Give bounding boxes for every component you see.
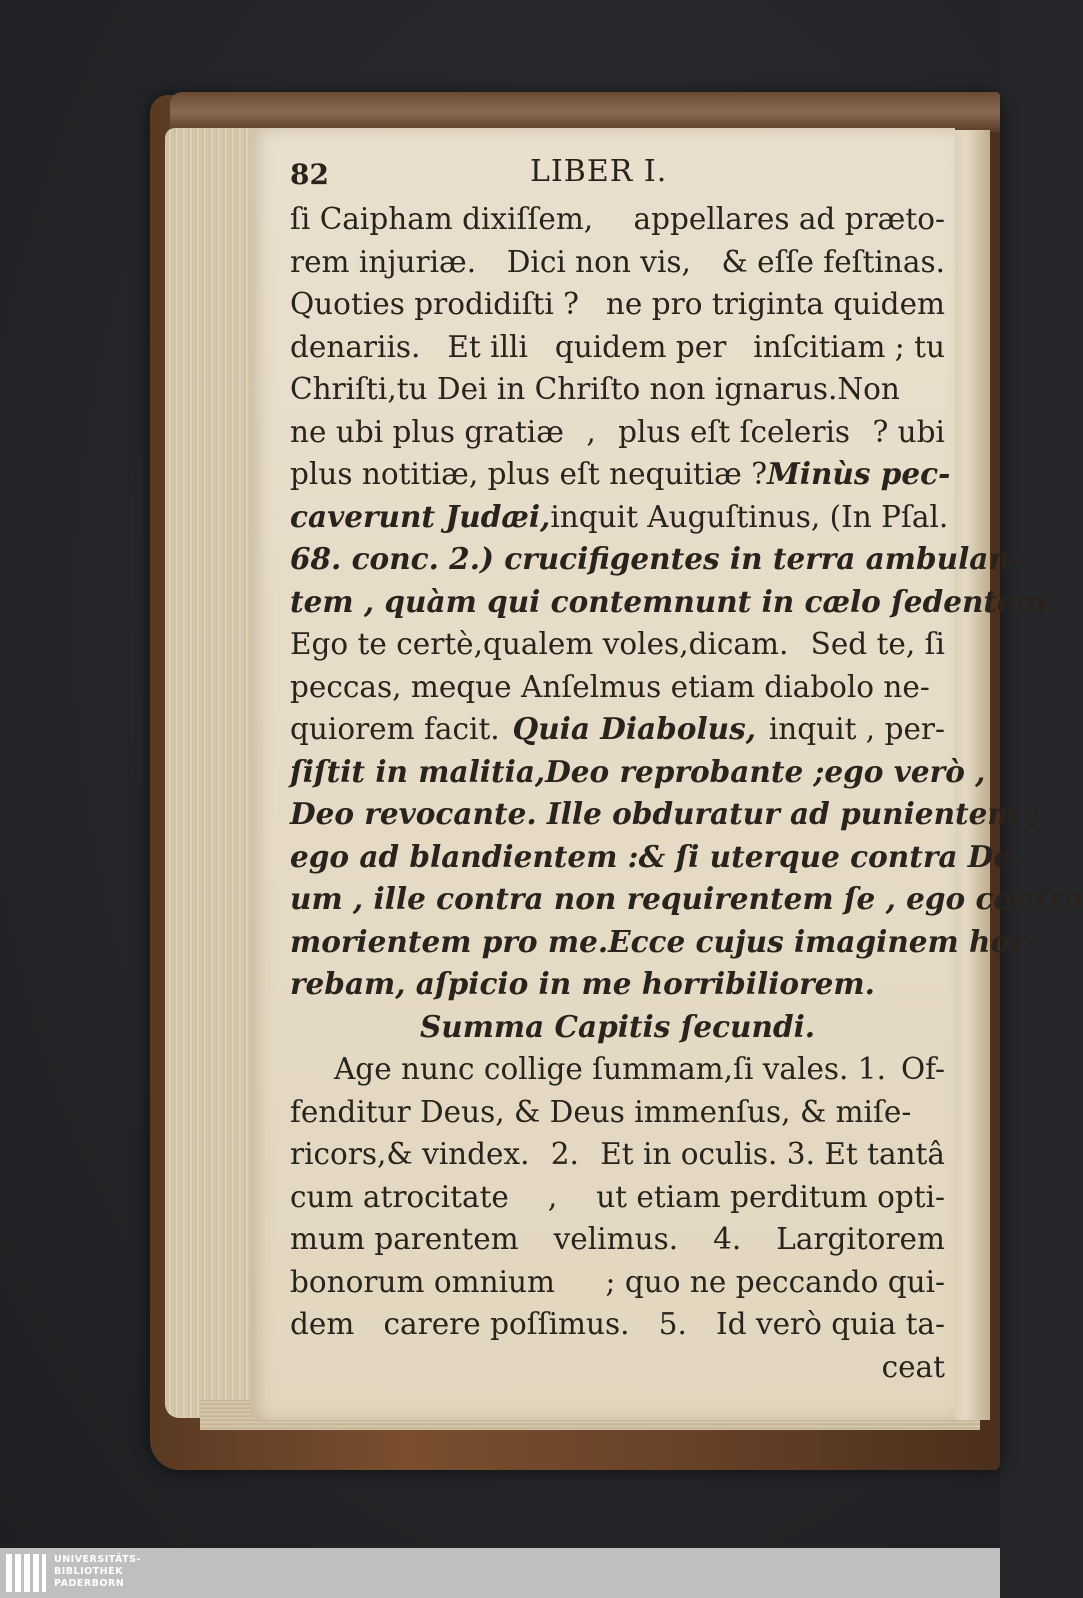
text-line xyxy=(290,198,945,241)
text-segment-italic: tem , quàm qui contemnunt in cælo ſedentem. xyxy=(290,583,1058,619)
text-segment-italic: ego ad blandientem : xyxy=(290,838,639,874)
text-line xyxy=(290,751,986,794)
text-segment: Et illi xyxy=(447,329,528,364)
page-header xyxy=(290,150,945,198)
text-segment: appellares ad præto- xyxy=(633,202,945,236)
text-segment: ? ubi xyxy=(872,414,945,449)
text-line xyxy=(290,411,945,454)
text-segment: Quoties prodidiſti ? xyxy=(290,287,579,321)
running-head: LIBER I. xyxy=(530,154,668,189)
page-text-block xyxy=(290,150,1083,1388)
text-segment: ; quo ne peccando qui- xyxy=(605,1264,945,1299)
text-segment: Of- xyxy=(900,1052,945,1086)
text-line xyxy=(290,368,945,411)
text-segment-italic: morientem pro me. xyxy=(290,923,609,959)
text-segment: fenditur Deus, & Deus immenſus, & miſe- xyxy=(290,1094,912,1129)
text-segment-italic: Ecce cujus imaginem hor- xyxy=(608,923,1038,959)
text-segment-italic: ſiſtit in malitia, xyxy=(290,753,546,789)
library-logo-text xyxy=(54,1554,141,1590)
text-line xyxy=(290,581,1058,624)
text-line xyxy=(290,1218,945,1261)
section-heading-text: Summa Capitis ſecundi. xyxy=(419,1008,816,1044)
book-spine-top xyxy=(170,92,1000,132)
text-line xyxy=(290,496,949,539)
text-line xyxy=(290,1133,945,1176)
text-line xyxy=(290,1261,945,1304)
text-segment: ricors,& vindex. xyxy=(290,1137,530,1171)
section-heading xyxy=(290,1006,945,1049)
catchword-text: ceat xyxy=(881,1349,945,1384)
text-segment: inquit , per- xyxy=(768,712,945,746)
text-segment: denariis. xyxy=(290,329,421,364)
text-line xyxy=(290,1176,945,1219)
text-segment: ne pro triginta quidem xyxy=(605,287,945,321)
text-line xyxy=(290,921,1038,964)
text-line xyxy=(290,283,945,326)
text-segment: mum parentem xyxy=(290,1222,519,1256)
text-segment-italic: Deo revocante. Ille obduratur ad punientem ; xyxy=(290,796,1040,831)
text-line xyxy=(290,836,1025,879)
text-segment: , xyxy=(547,1179,558,1214)
text-segment: Sed te, ſi xyxy=(810,627,945,661)
text-segment: plus notitiæ, plus eſt nequitiæ ? xyxy=(290,457,768,491)
text-segment-italic: & ſi uterque contra De- xyxy=(638,838,1025,874)
text-segment-italic: Deo reprobante ; xyxy=(545,753,825,789)
text-line xyxy=(290,1048,945,1091)
text-segment: ſi Caipham dixiſſem, xyxy=(290,202,594,236)
text-segment-italic: rebam, aſpicio in me horribiliorem. xyxy=(290,966,875,1001)
text-segment: velimus. xyxy=(553,1222,679,1256)
text-segment: ut etiam perditum opti- xyxy=(596,1179,945,1214)
text-line xyxy=(290,1303,945,1346)
text-segment: quiorem facit. xyxy=(290,712,500,746)
logo-line: UNIVERSITÄTS- xyxy=(54,1554,141,1565)
text-segment-italic: Minùs pec- xyxy=(767,456,951,491)
text-segment: quidem per xyxy=(554,329,727,364)
text-segment: peccas, meque Anſelmus etiam diabolo ne- xyxy=(290,669,930,704)
text-segment: 2. xyxy=(550,1137,579,1171)
text-segment: 4. xyxy=(713,1222,742,1256)
text-line xyxy=(290,326,945,369)
library-footer xyxy=(0,1548,1000,1598)
text-segment: 5. xyxy=(658,1307,687,1341)
text-segment: Et in oculis. 3. Et tantâ xyxy=(600,1137,945,1171)
text-segment: , xyxy=(586,414,596,449)
text-segment: bonorum omnium xyxy=(290,1264,555,1299)
logo-line: BIBLIOTHEK xyxy=(54,1566,123,1577)
text-line xyxy=(290,963,945,1006)
text-line xyxy=(290,538,1023,581)
text-line xyxy=(290,241,945,284)
text-segment: Largitorem xyxy=(776,1222,945,1256)
text-segment: plus eſt ſceleris xyxy=(618,414,851,449)
text-segment: ne ubi plus gratiæ xyxy=(290,414,564,449)
text-line xyxy=(290,453,951,496)
text-segment-italic: um , ille contra non requirentem ſe , ego contra xyxy=(290,881,1083,916)
text-line xyxy=(290,793,1040,836)
catchword xyxy=(290,1346,945,1389)
text-line xyxy=(290,623,945,666)
text-line xyxy=(290,878,1083,921)
text-segment-italic: 68. conc. 2.) crucifigentes in terra ambulan- xyxy=(290,541,1023,576)
text-segment: & eſſe feſtinas. xyxy=(721,244,945,279)
text-segment: Id verò quia ta- xyxy=(716,1307,945,1341)
text-segment: cum atrocitate xyxy=(290,1179,509,1214)
text-segment: Dici non vis, xyxy=(506,244,691,279)
text-segment: carere poſſimus. xyxy=(383,1307,630,1341)
logo-line: PADERBORN xyxy=(54,1578,125,1589)
text-segment-italic: caverunt Judæi, xyxy=(290,498,551,534)
text-segment: inſcitiam ; tu xyxy=(753,329,945,364)
text-line xyxy=(290,1091,945,1134)
text-segment: Age nunc collige ſummam,ſi vales. 1. xyxy=(334,1052,886,1086)
text-segment-italic: ego verò , xyxy=(824,753,986,789)
text-segment: inquit Auguſtinus, (In Pſal. xyxy=(550,499,949,534)
text-segment: rem injuriæ. xyxy=(290,244,477,279)
page-stack-left xyxy=(165,128,255,1418)
text-segment-italic: Quia Diabolus, xyxy=(512,711,756,746)
library-logo-icon xyxy=(6,1554,46,1592)
page-number: 82 xyxy=(290,158,329,191)
text-segment: Chriſti,tu Dei in Chriſto non ignarus.Non xyxy=(290,372,900,406)
text-segment: Ego te certè,qualem voles,dicam. xyxy=(290,627,789,661)
text-line xyxy=(290,708,945,751)
text-segment: dem xyxy=(290,1307,355,1341)
text-line xyxy=(290,666,945,709)
